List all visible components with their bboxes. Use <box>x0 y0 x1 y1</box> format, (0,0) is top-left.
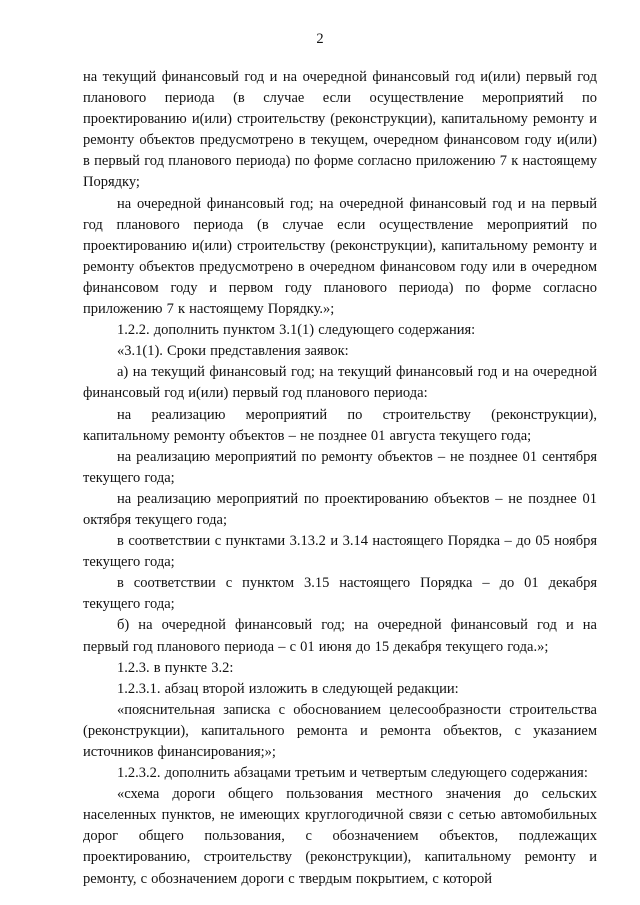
paragraph: «схема дороги общего пользования местного значения до сельских населенных пунктов, не имеющих круглогодичной связи с сетью автомобильных дорог общего пользования, с обозначением объектов, подлежащих проектированию, строительству (реконструкции), капитальному ремонту и ремонту, с обозначением дороги с твердым покрытием, с которой <box>83 786 597 887</box>
paragraph: на очередной финансовый год; на очередной финансовый год и на первый год планового периода (в случае если осуществление мероприятий по проектированию и(или) строительству (реконструкции), капитальному ремонту и ремонту объектов предусмотрено в очередном финансовом году или в очередном финансовом году и первом году планового периода) по форме согласно приложению 7 к настоящему Порядку.»; <box>83 195 597 318</box>
document-body <box>83 67 597 890</box>
paragraph: 1.2.3.1. абзац второй изложить в следующей редакции: <box>117 680 459 697</box>
paragraph: 1.2.3. в пункте 3.2: <box>117 659 234 676</box>
paragraph: б) на очередной финансовый год; на очередной финансовый год и на первый год планового периода – с 01 июня до 15 декабря текущего года.»; <box>83 617 597 655</box>
paragraph: «пояснительная записка с обоснованием целесообразности строительства (реконструкции), капитального ремонта и ремонта объектов, с указанием источников финансирования;»; <box>83 701 597 760</box>
paragraph-continuation: на текущий финансовый год и на очередной финансовый год и(или) первый год планового периода (в случае если осуществление мероприятий по проектированию и(или) строительству (реконструкции), капитальному ремонту и ремонту объектов предусмотрено в текущем, очередном финансовом году и(или) в первый год планового периода) по форме согласно приложению 7 к настоящему Порядку; <box>83 69 597 191</box>
paragraph: в соответствии с пунктом 3.15 настоящего Порядка – до 01 декабря текущего года; <box>83 575 597 613</box>
paragraph: на реализацию мероприятий по ремонту объектов – не позднее 01 сентября текущего года; <box>83 448 597 486</box>
paragraph: на реализацию мероприятий по строительству (реконструкции), капитальному ремонту объектов – не позднее 01 августа текущего года; <box>83 406 597 444</box>
paragraph: 1.2.2. дополнить пунктом 3.1(1) следующего содержания: <box>117 322 476 339</box>
paragraph: в соответствии с пунктами 3.13.2 и 3.14 настоящего Порядка – до 05 ноября текущего года; <box>83 533 597 571</box>
paragraph: «3.1(1). Сроки представления заявок: <box>117 343 349 360</box>
paragraph: 1.2.3.2. дополнить абзацами третьим и четвертым следующего содержания: <box>117 765 588 782</box>
page-number: 2 <box>316 31 324 47</box>
paragraph: на реализацию мероприятий по проектированию объектов – не позднее 01 октября текущего года; <box>83 490 597 528</box>
paragraph: а) на текущий финансовый год; на текущий финансовый год и на очередной финансовый год и(или) первый год планового периода: <box>83 364 597 402</box>
